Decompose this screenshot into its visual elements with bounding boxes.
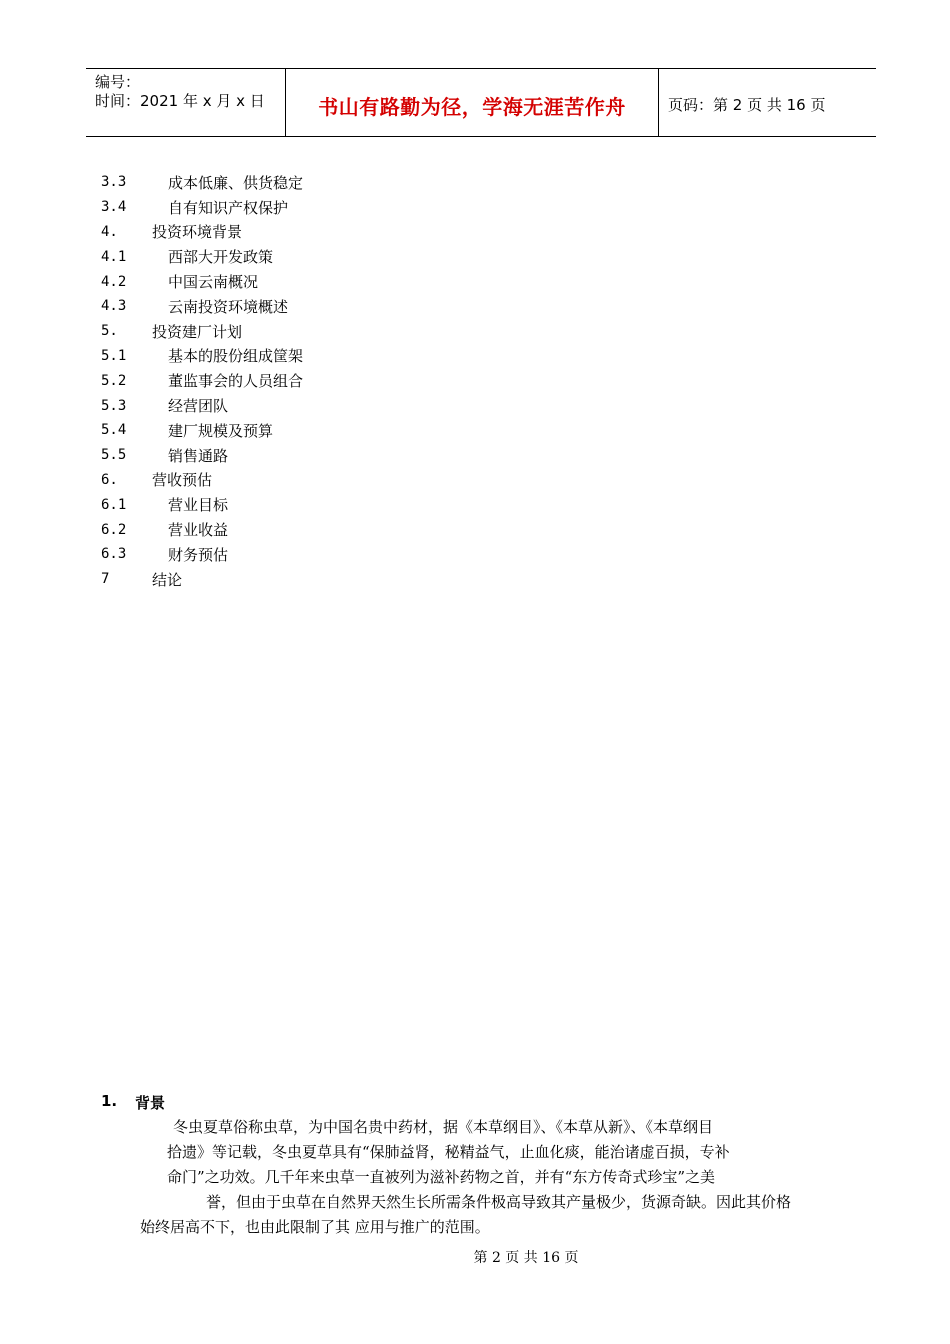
toc-item — [101, 220, 601, 245]
paragraph-line: 冬虫夏草俗称虫草，为中国名贵中药材，据《本草纲目》、《本草从新》、《本草纲目 — [173, 1118, 714, 1136]
doc-number-label: 编号： — [95, 73, 141, 91]
toc-item-title: 营收预估 — [152, 471, 213, 490]
toc-item-title: 西部大开发政策 — [168, 248, 274, 267]
header-motto: 书山有路勤为径，学海无涯苦作舟 — [318, 95, 626, 119]
toc-item — [101, 269, 601, 294]
toc-item — [101, 468, 601, 493]
toc-item-title: 建厂规模及预算 — [168, 421, 274, 440]
time-label: 时间：2021 年 x 月 x 日 — [95, 92, 265, 110]
toc-item — [101, 195, 601, 220]
section-number: 1. — [101, 1092, 118, 1110]
toc-item-title: 营业目标 — [168, 496, 229, 515]
toc-item-number: 4.2 — [101, 273, 127, 290]
toc-item-title: 中国云南概况 — [168, 273, 259, 292]
toc-item-number: 7 — [101, 571, 110, 588]
toc-item-title: 成本低廉、供货稳定 — [168, 173, 304, 192]
toc-item-number: 4.1 — [101, 248, 127, 265]
toc-item-title: 自有知识产权保护 — [168, 198, 289, 217]
toc-item-number: 5.3 — [101, 397, 127, 414]
toc-item-title: 财务预估 — [168, 545, 229, 564]
toc-item-number: 4.3 — [101, 298, 127, 315]
toc-item-title: 营业收益 — [168, 521, 229, 540]
toc-item — [101, 294, 601, 319]
paragraph-line: 誉，但由于虫草在自然界天然生长所需条件极高导致其产量极少，货源奇缺。因此其价格 — [206, 1193, 792, 1211]
toc-item-title: 结论 — [152, 570, 183, 589]
toc-item-number: 5.2 — [101, 372, 127, 389]
section-heading — [101, 1092, 165, 1113]
toc-item — [101, 517, 601, 542]
toc-item-number: 6.2 — [101, 521, 127, 538]
paragraph-line: 命门”之功效。几千年来虫草一直被列为滋补药物之首，并有“东方传奇式珍宝”之美 — [167, 1168, 716, 1186]
toc-item — [101, 567, 601, 592]
toc-item — [101, 170, 601, 195]
toc-item-number: 4. — [101, 223, 118, 240]
toc-item — [101, 418, 601, 443]
section-title: 背景 — [135, 1094, 166, 1112]
toc-item — [101, 393, 601, 418]
toc-item-title: 投资建厂计划 — [152, 322, 243, 341]
toc-item-title: 云南投资环境概述 — [168, 297, 289, 316]
toc-item-title: 销售通路 — [168, 446, 229, 465]
toc-item-number: 3.3 — [101, 174, 127, 191]
page-footer: 第 2 页 共 16 页 — [473, 1250, 579, 1266]
header-meta — [86, 69, 286, 136]
toc-item-number: 6. — [101, 471, 118, 488]
header-motto-cell — [286, 69, 659, 136]
toc-item-title: 基本的股份组成筐架 — [168, 347, 304, 366]
toc-item-title: 董监事会的人员组合 — [168, 372, 304, 391]
toc-item-number: 5.4 — [101, 422, 127, 439]
toc-item — [101, 443, 601, 468]
header-page-info: 页码：第 2 页 共 16 页 — [668, 96, 826, 114]
toc-item — [101, 319, 601, 344]
toc-item — [101, 542, 601, 567]
toc-item-number: 6.3 — [101, 546, 127, 563]
paragraph-line: 拾遗》等记载，冬虫夏草具有“保肺益肾，秘精益气，止血化痰，能治诸虚百损，专补 — [167, 1143, 730, 1161]
toc-item-title: 经营团队 — [168, 397, 229, 416]
toc-item-number: 3.4 — [101, 199, 127, 216]
toc-item — [101, 244, 601, 269]
toc-item — [101, 344, 601, 369]
toc-item-number: 5.5 — [101, 447, 127, 464]
toc-item-title: 投资环境背景 — [152, 223, 243, 242]
table-of-contents — [101, 170, 601, 592]
toc-item — [101, 492, 601, 517]
toc-item-number: 5.1 — [101, 347, 127, 364]
page-header — [86, 68, 876, 137]
toc-item-number: 5. — [101, 323, 118, 340]
paragraph-line: 始终居高不下，也由此限制了其 应用与推广的范围。 — [140, 1218, 490, 1236]
toc-item-number: 6.1 — [101, 496, 127, 513]
toc-item — [101, 368, 601, 393]
